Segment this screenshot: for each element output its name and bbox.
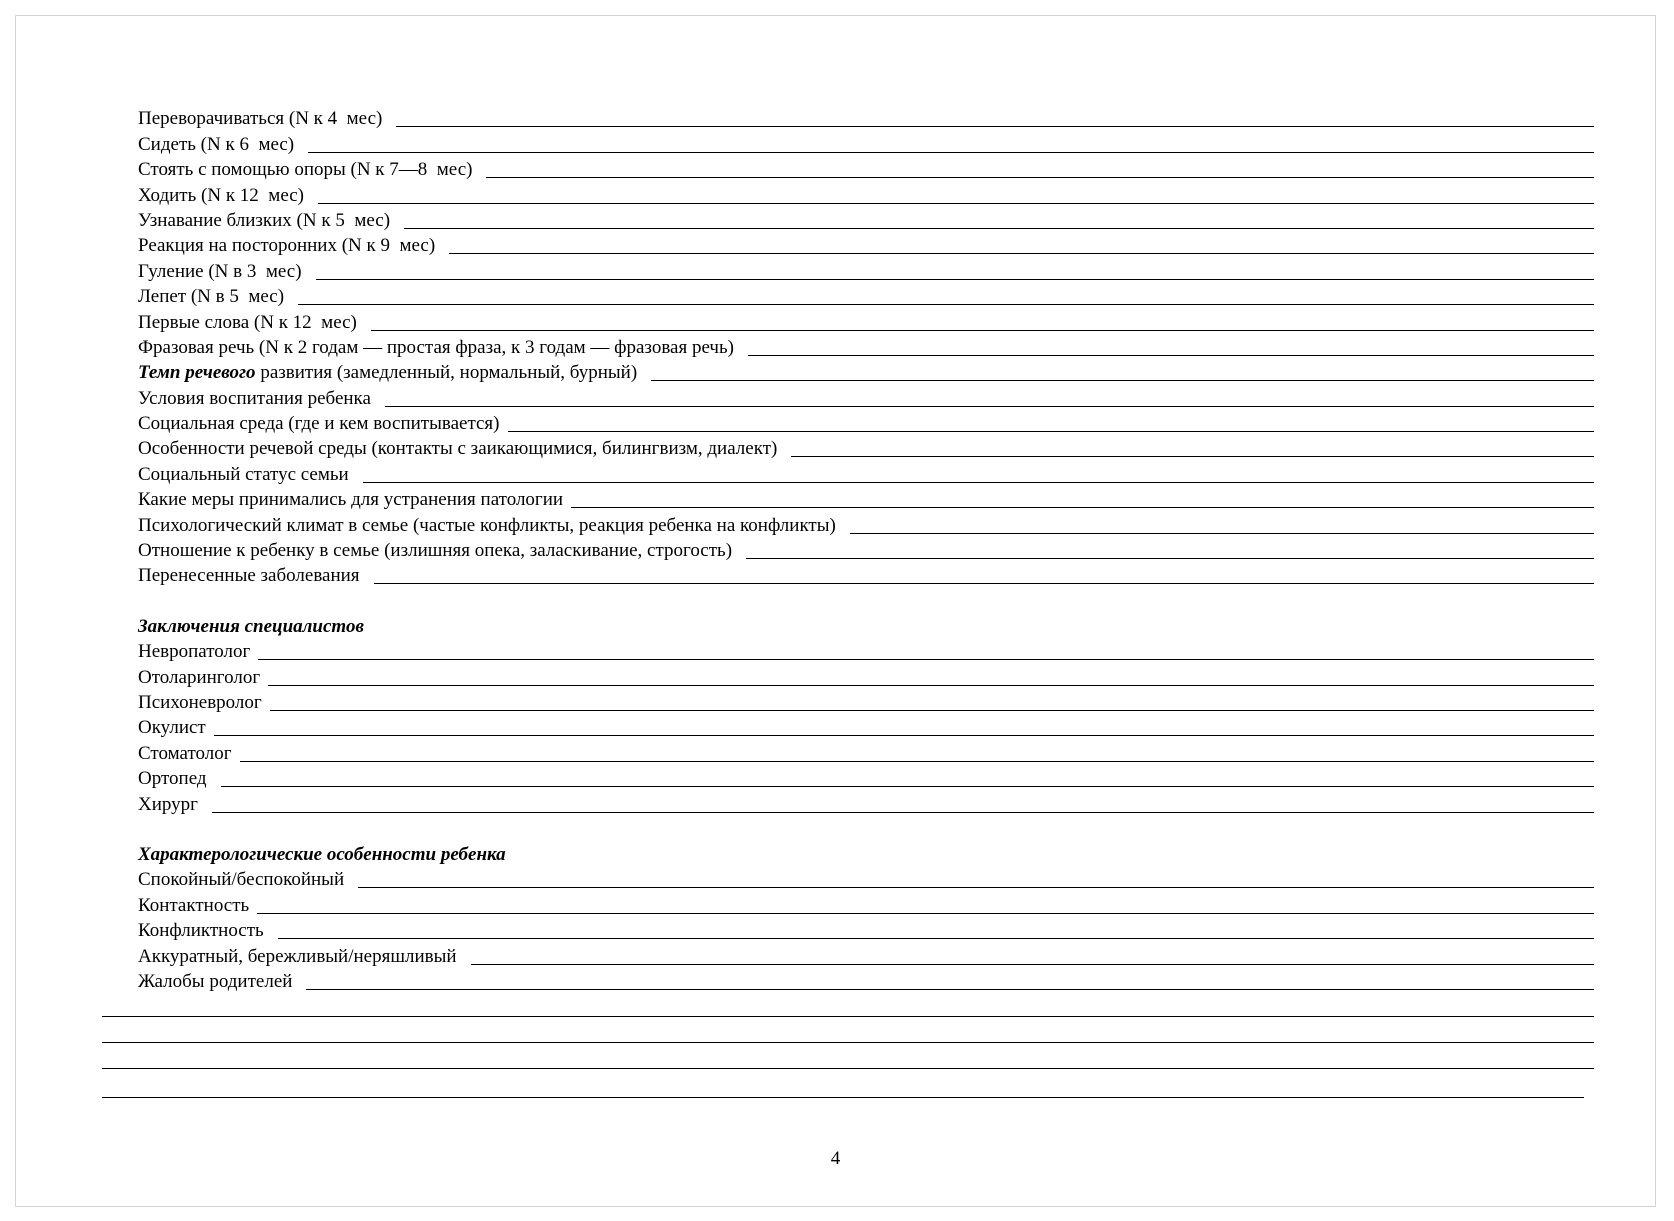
field-label: Контактность — [138, 894, 250, 916]
field-label: Какие меры принимались для устранения патологии — [138, 489, 564, 511]
field-label: Переворачиваться (N к 4 мес) — [138, 108, 383, 130]
fill-line[interactable] — [318, 202, 1594, 204]
form-field-row — [138, 130, 1594, 155]
form-field-row — [138, 562, 1594, 587]
field-label: Отоларинголог — [138, 666, 261, 688]
field-label: Фразовая речь (N к 2 годам — простая фраза, к 3 годам — фразовая речь) — [138, 336, 734, 358]
specialists-section — [138, 612, 1594, 815]
fill-line[interactable] — [471, 963, 1594, 965]
field-label: Лепет (N в 5 мес) — [138, 286, 285, 308]
field-label: Аккуратный, бережливый/неряшливый — [138, 945, 457, 967]
field-label: Гуление (N в 3 мес) — [138, 260, 302, 282]
form-field-row — [138, 232, 1594, 257]
form-field-row — [138, 866, 1594, 891]
fill-line[interactable] — [748, 354, 1594, 356]
field-label: Условия воспитания ребенка — [138, 387, 371, 409]
field-label: Жалобы родителей — [138, 970, 293, 992]
field-label: Ходить (N к 12 мес) — [138, 184, 304, 206]
emphasis-text: Темп речевого — [138, 362, 256, 384]
fill-line[interactable] — [363, 481, 1594, 483]
fill-line[interactable] — [571, 506, 1594, 508]
fill-line[interactable] — [746, 557, 1594, 559]
field-label: Особенности речевой среды (контакты с заикающимися, билингвизм, диалект) — [138, 438, 778, 460]
fill-line[interactable] — [791, 455, 1594, 457]
form-field-row — [138, 689, 1594, 714]
fill-line[interactable] — [486, 176, 1594, 178]
form-field-row — [138, 739, 1594, 764]
form-field-row — [138, 308, 1594, 333]
field-label: Сидеть (N к 6 мес) — [138, 133, 295, 155]
fill-line[interactable] — [308, 151, 1594, 153]
form-field-row — [138, 181, 1594, 206]
form-field-row — [138, 790, 1594, 815]
notes-line[interactable] — [102, 1042, 1594, 1043]
fill-line[interactable] — [371, 329, 1594, 331]
fill-line[interactable] — [257, 912, 1594, 914]
form-field-row — [138, 207, 1594, 232]
fill-line[interactable] — [240, 760, 1594, 762]
field-label: Хирург — [138, 793, 198, 815]
field-label: Невропатолог — [138, 641, 251, 663]
fill-line[interactable] — [358, 886, 1594, 888]
fill-line[interactable] — [396, 125, 1594, 127]
form-field-row — [138, 283, 1594, 308]
form-field-row — [138, 334, 1594, 359]
fill-line[interactable] — [221, 785, 1594, 787]
fill-line[interactable] — [306, 988, 1594, 990]
form-field-row — [138, 537, 1594, 562]
fill-line[interactable] — [385, 405, 1594, 407]
field-label: Перенесенные заболевания — [138, 565, 360, 587]
field-label — [138, 363, 637, 384]
field-label: Окулист — [138, 717, 206, 739]
fill-line[interactable] — [316, 278, 1594, 280]
field-label: Стоматолог — [138, 742, 232, 764]
form-field-row — [138, 156, 1594, 181]
fill-line[interactable] — [214, 734, 1594, 736]
page-number: 4 — [830, 1148, 841, 1169]
field-label: Психологический климат в семье (частые конфликты, реакция ребенка на конфликты) — [138, 514, 836, 536]
section-heading: Характерологические особенности ребенка — [138, 843, 506, 865]
form-field-row — [138, 663, 1594, 688]
fill-line[interactable] — [508, 430, 1595, 432]
field-label: Отношение к ребенку в семье (излишняя опека, заласкивание, строгость) — [138, 540, 733, 562]
form-field-row — [138, 105, 1594, 130]
fill-line[interactable] — [268, 684, 1594, 686]
form-field-row — [138, 410, 1594, 435]
form-field-row — [138, 460, 1594, 485]
notes-line[interactable] — [102, 1097, 1584, 1098]
form-field-row — [138, 917, 1594, 942]
form-field-row — [138, 511, 1594, 536]
field-label: Социальная среда (где и кем воспитывается) — [138, 413, 500, 435]
field-label: Конфликтность — [138, 920, 264, 942]
form-field-row — [138, 435, 1594, 460]
form-field-row — [138, 257, 1594, 282]
form-body — [138, 105, 1594, 993]
label-rest: развития (замедленный, нормальный, бурный) — [255, 362, 638, 384]
traits-section — [138, 841, 1594, 993]
field-label: Социальный статус семьи — [138, 463, 349, 485]
development-section — [138, 105, 1594, 384]
section-heading: Заключения специалистов — [138, 615, 364, 637]
section-gap — [138, 816, 1594, 841]
form-field-row — [138, 638, 1594, 663]
document-page — [15, 15, 1656, 1207]
form-field-row — [138, 714, 1594, 739]
field-label: Спокойный/беспокойный — [138, 869, 345, 891]
form-field-row — [138, 891, 1594, 916]
fill-line[interactable] — [212, 811, 1594, 813]
field-label: Ортопед — [138, 768, 207, 790]
form-field-row — [138, 765, 1594, 790]
section-gap — [138, 587, 1594, 612]
fill-line[interactable] — [270, 709, 1594, 711]
field-label: Стоять с помощью опоры (N к 7—8 мес) — [138, 159, 473, 181]
notes-line[interactable] — [102, 1016, 1594, 1017]
field-label: Узнавание близких (N к 5 мес) — [138, 209, 391, 231]
fill-line[interactable] — [449, 252, 1594, 254]
notes-line[interactable] — [102, 1068, 1594, 1069]
form-field-row — [138, 384, 1594, 409]
fill-line[interactable] — [278, 937, 1594, 939]
form-field-row — [138, 486, 1594, 511]
fill-line[interactable] — [404, 227, 1594, 229]
form-field-row — [138, 968, 1594, 993]
fill-line[interactable] — [651, 379, 1594, 381]
field-label: Психоневролог — [138, 691, 262, 713]
fill-line[interactable] — [374, 582, 1594, 584]
form-field-row — [138, 359, 1594, 384]
field-label: Реакция на посторонних (N к 9 мес) — [138, 235, 436, 257]
field-label: Первые слова (N к 12 мес) — [138, 311, 357, 333]
fill-line[interactable] — [298, 303, 1594, 305]
fill-line[interactable] — [258, 658, 1594, 660]
conditions-section — [138, 384, 1594, 587]
form-field-row — [138, 942, 1594, 967]
fill-line[interactable] — [850, 532, 1594, 534]
